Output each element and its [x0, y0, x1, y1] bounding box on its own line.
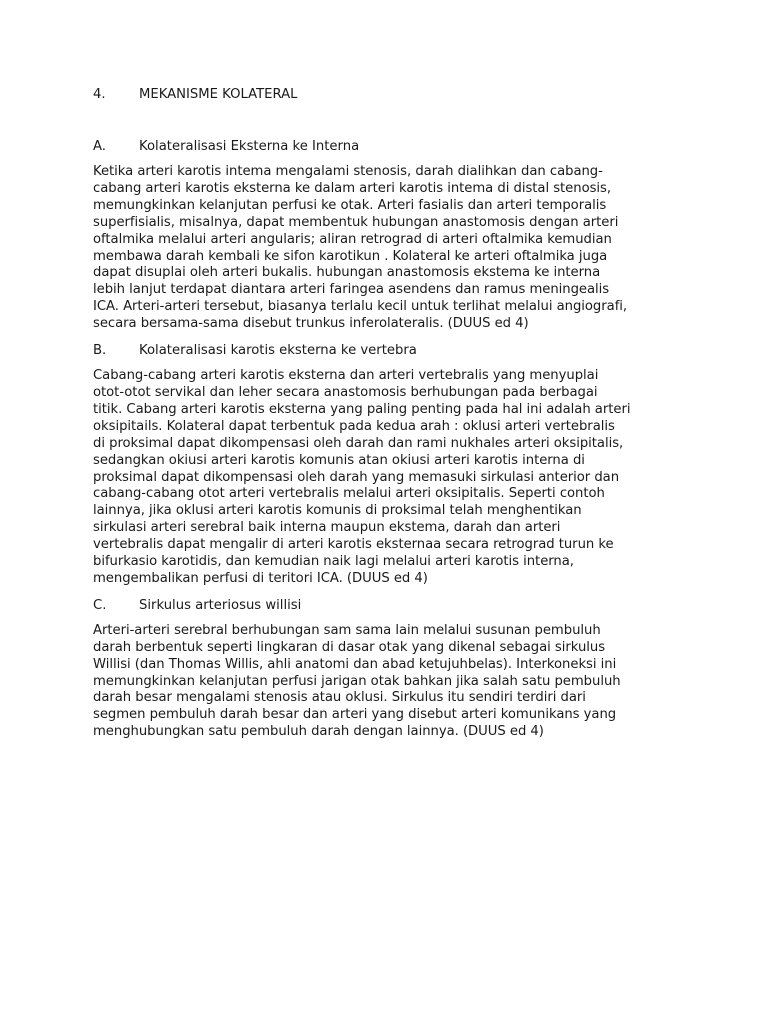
main-heading-number: 4.: [93, 87, 106, 102]
paragraph-line: Arteri-arteri serebral berhubungan sam sama lain melalui susunan pembuluh: [93, 622, 601, 638]
section-heading: [93, 138, 683, 155]
paragraph-line: sedangkan okiusi arteri karotis komunis atan okiusi arteri karotis interna di: [93, 452, 585, 468]
paragraph-line: vertebralis dapat mengalir di arteri karotis eksternaa secara retrograd turun ke: [93, 537, 614, 553]
section-a: [93, 138, 683, 333]
paragraph-line: di proksimal dapat dikompensasi oleh darah dan rami nukhales arteri oksipitalis,: [93, 435, 624, 451]
paragraph-line: menghubungkan satu pembuluh darah dengan lainnya. (DUUS ed 4): [93, 724, 544, 740]
paragraph-line: cabang-cabang otot arteri vertebralis melalui arteri oksipitalis. Seperti contoh: [93, 486, 605, 502]
document-page: [93, 86, 683, 750]
section-b: [93, 342, 683, 588]
section-heading: [93, 597, 683, 614]
section-heading: [93, 342, 683, 359]
paragraph-line: lebih lanjut terdapat diantara arteri faringea asendens dan ramus meningealis: [93, 282, 610, 298]
main-heading-title: MEKANISME KOLATERAL: [139, 87, 298, 102]
paragraph-line: Ketika arteri karotis intema mengalami stenosis, darah dialihkan dan cabang-: [93, 164, 603, 179]
paragraph-line: oftalmika melalui arteri angularis; aliran retrograd di arteri oftalmika kemudian: [93, 231, 612, 247]
section-paragraph: [93, 368, 683, 588]
paragraph-line: segmen pembuluh darah besar dan arteri yang disebut arteri komunikans yang: [93, 707, 617, 723]
paragraph-line: oksipitails. Kolateral dapat terbentuk pada kedua arah : oklusi arteri vertebralis: [93, 418, 615, 434]
paragraph-line: bifurkasio karotidis, dan kemudian naik lagi melalui arteri karotis interna,: [93, 554, 574, 570]
section-title: Kolateralisasi Eksterna ke Interna: [139, 139, 360, 154]
section-letter: C.: [93, 597, 107, 613]
paragraph-line: darah besar mengalami stenosis atau oklusi. Sirkulus itu sendiri terdiri dari: [93, 690, 586, 706]
section-title: Sirkulus arteriosus willisi: [139, 597, 302, 613]
paragraph-line: memungkinkan kelanjutan perfusi jarigan otak bahkan jika salah satu pembuluh: [93, 673, 621, 689]
section-c: [93, 597, 683, 741]
section-title: Kolateralisasi karotis eksterna ke vertebra: [139, 343, 417, 359]
paragraph-line: secara bersama-sama disebut trunkus inferolateralis. (DUUS ed 4): [93, 316, 529, 332]
section-paragraph: [93, 164, 683, 333]
paragraph-line: Willisi (dan Thomas Willis, ahli anatomi dan abad ketujuhbelas). Interkoneksi ini: [93, 656, 617, 672]
paragraph-line: proksimal dapat dikompensasi oleh darah yang memasuki sirkulasi anterior dan: [93, 469, 620, 485]
paragraph-line: ICA. Arteri-arteri tersebut, biasanya terlalu kecil untuk terlihat melalui angiografi,: [93, 299, 628, 315]
paragraph-line: sirkulasi arteri serebral baik interna maupun ekstema, darah dan arteri: [93, 520, 561, 536]
paragraph-line: membawa darah kembali ke sifon karotikun . Kolateral ke arteri oftalmika juga: [93, 248, 608, 264]
paragraph-line: titik. Cabang arteri karotis eksterna yang paling penting pada hal ini adalah arteri: [93, 401, 631, 417]
paragraph-line: superfisialis, misalnya, dapat membentuk hubungan anastomosis dengan arteri: [93, 214, 619, 230]
paragraph-line: lainnya, jika oklusi arteri karotis komunis di proksimal telah menghentikan: [93, 503, 582, 519]
section-paragraph: [93, 623, 683, 741]
paragraph-line: darah berbentuk seperti lingkaran di dasar otak yang dikenal sebagai sirkulus: [93, 639, 606, 655]
main-heading: [93, 86, 683, 103]
paragraph-line: Cabang-cabang arteri karotis eksterna dan arteri vertebralis yang menyuplai: [93, 368, 599, 384]
paragraph-line: memungkinkan kelanjutan perfusi ke otak. Arteri fasialis dan arteri temporalis: [93, 197, 607, 213]
section-letter: A.: [93, 139, 106, 154]
paragraph-line: otot-otot servikal dan leher secara anastomosis berhubungan pada berbagai: [93, 384, 598, 400]
paragraph-line: mengembalikan perfusi di teritori ICA. (DUUS ed 4): [93, 570, 428, 586]
section-letter: B.: [93, 343, 107, 359]
paragraph-line: cabang arteri karotis eksterna ke dalam arteri karotis intema di distal stenosis,: [93, 180, 612, 196]
paragraph-line: dapat disuplai oleh arteri bukalis. hubungan anastomosis ekstema ke interna: [93, 265, 601, 281]
